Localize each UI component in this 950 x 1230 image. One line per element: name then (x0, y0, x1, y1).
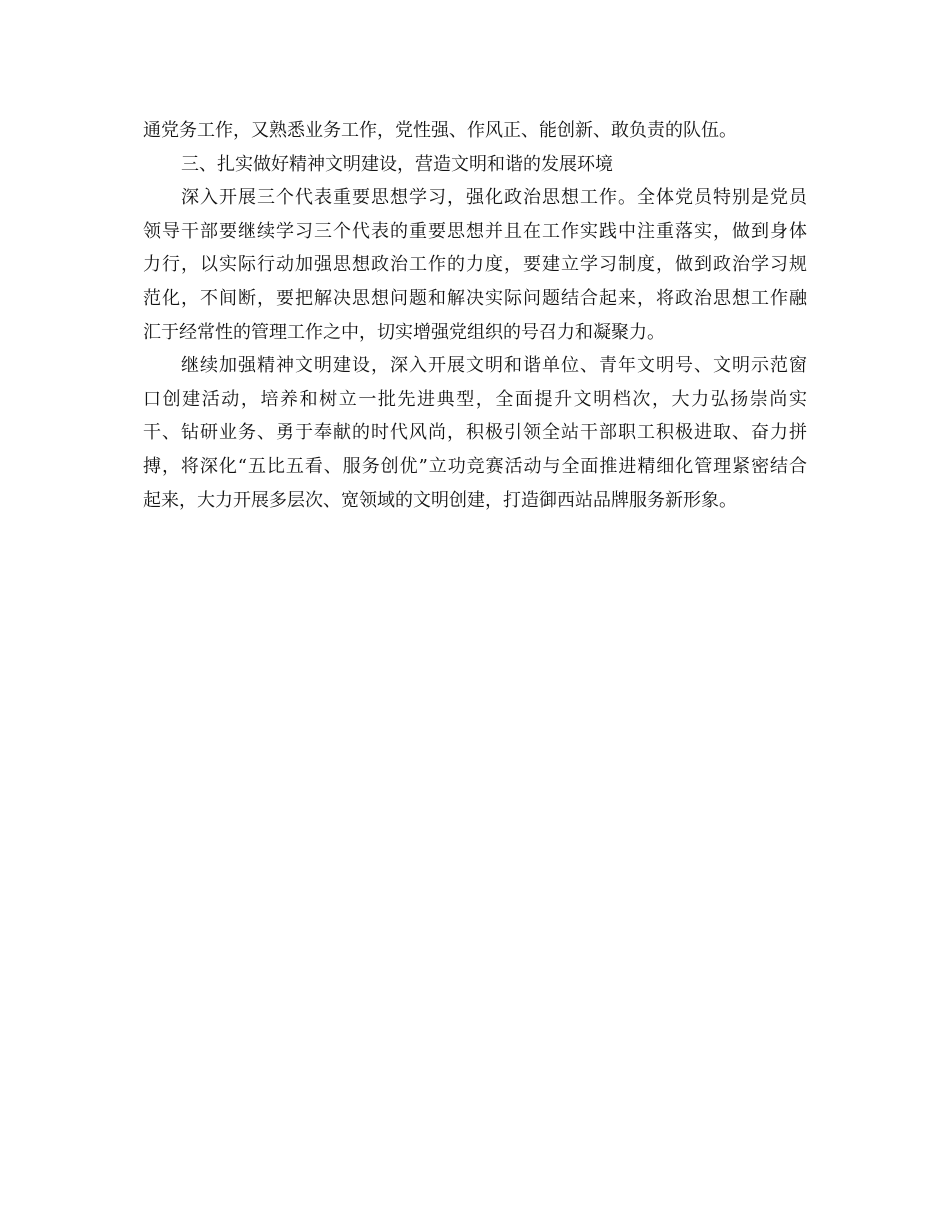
paragraph-line: 干、钻研业务、勇于奉献的时代风尚，积极引领全站干部职工积极进取、奋力拼 (143, 422, 807, 444)
paragraph-line: 搏，将深化“五比五看、服务创优”立功竞赛活动与全面推进精细化管理紧密结合 (143, 455, 807, 477)
document-body (143, 114, 807, 517)
paragraph-line: 继续加强精神文明建设，深入开展文明和谐单位、青年文明号、文明示范窗 (181, 355, 807, 377)
paragraph-line: 通党务工作，又熟悉业务工作，党性强、作风正、能创新、敢负责的队伍。 (143, 120, 737, 141)
paragraph-line: 力行，以实际行动加强思想政治工作的力度，要建立学习制度，做到政治学习规 (143, 254, 807, 276)
section-heading: 三、扎实做好精神文明建设，营造文明和谐的发展环境 (181, 153, 613, 175)
paragraph-line: 口创建活动，培养和树立一批先进典型，全面提升文明档次，大力弘扬崇尚实 (143, 388, 807, 410)
paragraph-line: 范化，不间断，要把解决思想问题和解决实际问题结合起来，将政治思想工作融 (143, 287, 807, 309)
paragraph-line: 深入开展三个代表重要思想学习，强化政治思想工作。全体党员特别是党员 (181, 187, 807, 209)
paragraph-line: 领导干部要继续学习三个代表的重要思想并且在工作实践中注重落实，做到身体 (143, 220, 807, 242)
paragraph-line: 汇于经常性的管理工作之中，切实增强党组织的号召力和凝聚力。 (143, 321, 665, 343)
paragraph-line: 起来，大力开展多层次、宽领域的文明创建，打造御西站品牌服务新形象。 (143, 489, 737, 511)
